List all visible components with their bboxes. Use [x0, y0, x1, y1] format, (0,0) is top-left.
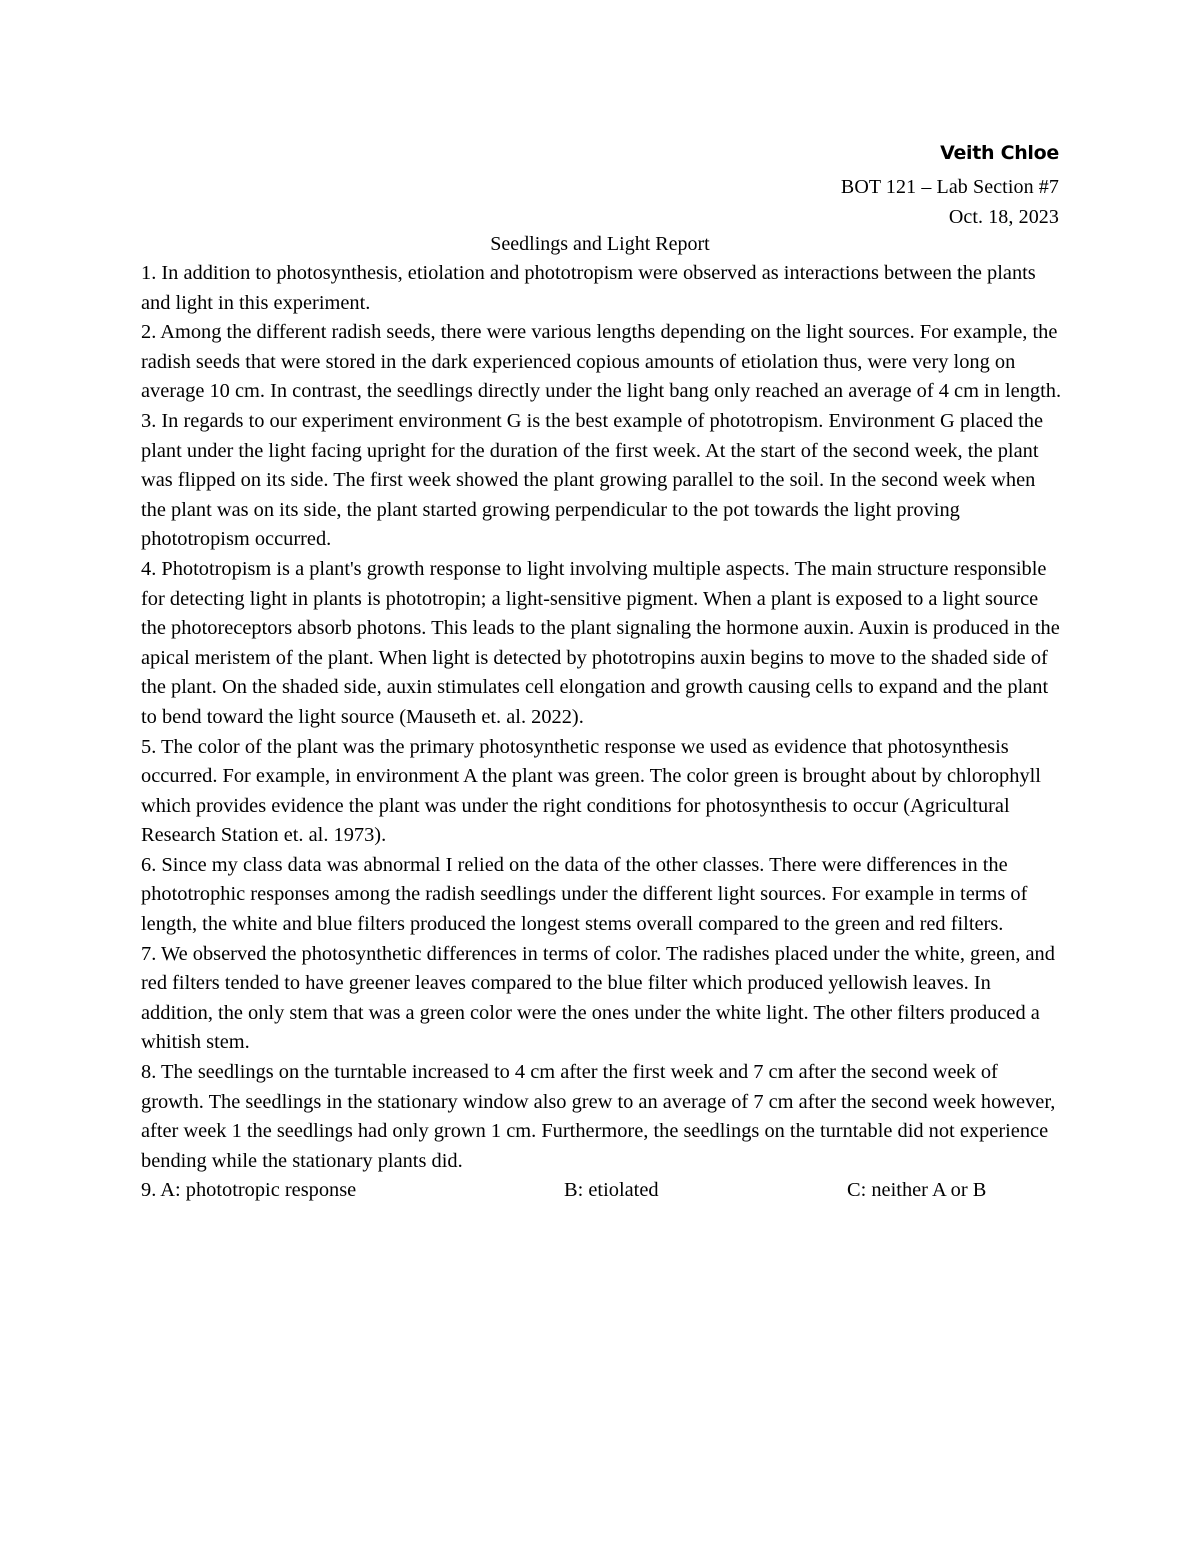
answer-6: 6. Since my class data was abnormal I relied on the data of the other classes. There were differences in the phototrophic responses among the radish seedlings under the different light sources. For example in terms of length, the white and blue filters produced the longest stems overall compared to the green and red filters. [141, 853, 1028, 936]
answer-7: 7. We observed the photosynthetic differences in terms of color. The radishes placed under the white, green, and red filters tended to have greener leaves compared to the blue filter which produced yellowish leaves. In addition, the only stem that was a green color were the ones under the white light. The other filters produced a whitish stem. [141, 942, 1055, 1054]
answer-1: 1. In addition to photosynthesis, etiolation and phototropism were observed as interactions between the plants and light in this experiment. [141, 262, 1036, 314]
report-date: Oct. 18, 2023 [948, 206, 1059, 228]
author-name: Veith Chloe [940, 142, 1059, 164]
report-body [141, 259, 1063, 1206]
answer-9-option-a: 9. A: phototropic response [141, 1179, 357, 1202]
answer-2: 2. Among the different radish seeds, there were various lengths depending on the light sources. For example, the radish seeds that were stored in the dark experienced copious amounts of etiolation thus, were very long on average 10 cm. In contrast, the seedlings directly under the light bang only reached an average of 4 cm in length. [141, 321, 1062, 403]
report-title: Seedlings and Light Report [490, 233, 710, 255]
course-section: BOT 121 – Lab Section #7 [840, 176, 1059, 198]
answer-4: 4. Phototropism is a plant's growth response to light involving multiple aspects. The main structure responsible for detecting light in plants is phototropin; a light-sensitive pigment. When a plant is exposed to a light source the photoreceptors absorb photons. This leads to the plant signaling the hormone auxin. Auxin is produced in the apical meristem of the plant. When light is detected by phototropins auxin begins to move to the shaded side of the plant. On the shaded side, auxin stimulates cell elongation and growth causing cells to expand and the plant to bend toward the light source (Mauseth et. al. 2022). [141, 557, 1060, 728]
answer-8: 8. The seedlings on the turntable increased to 4 cm after the first week and 7 cm after the second week of growth. The seedlings in the stationary window also grew to an average of 7 cm after the second week however, after week 1 the seedlings had only grown 1 cm. Furthermore, the seedlings on the turntable did not experience bending while the stationary plants did. [141, 1061, 1056, 1172]
answer-3: 3. In regards to our experiment environment G is the best example of phototropism. Environment G placed the plant under the light facing upright for the duration of the first week. At the start of the second week, the plant was flipped on its side. The first week showed the plant growing parallel to the soil. In the second week when the plant was on its side, the plant started growing perpendicular to the pot towards the light proving phototropism occurred. [141, 409, 1044, 551]
document-header [841, 138, 1059, 232]
answer-9-option-c: C: neither A or B [847, 1179, 987, 1202]
answer-5: 5. The color of the plant was the primary photosynthetic response we used as evidence that photosynthesis occurred. For example, in environment A the plant was green. The color green is brought about by chlorophyll which provides evidence the plant was under the right conditions for photosynthesis to occur (Agricultural Research Station et. al. 1973). [141, 735, 1041, 847]
answer-9-option-b: B: etiolated [564, 1179, 659, 1202]
answer-9 [141, 1176, 1063, 1206]
